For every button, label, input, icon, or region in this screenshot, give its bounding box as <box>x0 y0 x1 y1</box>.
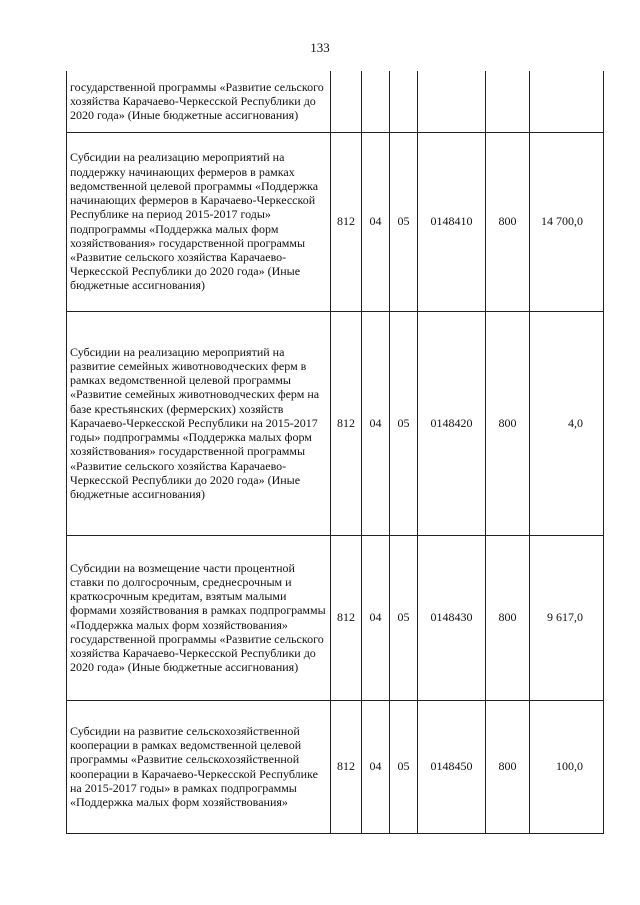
section-code-cell: 04 <box>362 535 390 700</box>
expense-type-cell <box>486 71 530 132</box>
amount-cell: 100,0 <box>530 700 604 833</box>
table-row <box>67 71 604 132</box>
subsection-code-cell: 05 <box>390 132 418 311</box>
expense-type-cell: 800 <box>486 132 530 311</box>
target-article-cell: 0148410 <box>418 132 486 311</box>
expense-type-cell: 800 <box>486 311 530 535</box>
expense-name-cell: государственной программы «Развитие сельского хозяйства Карачаево-Черкесской Республики до 2020 года» (Иные бюджетные ассигнования) <box>67 71 331 132</box>
subsection-code-cell: 05 <box>390 311 418 535</box>
subsection-code-cell: 05 <box>390 700 418 833</box>
ministry-code-cell: 812 <box>331 535 362 700</box>
table-row <box>67 535 604 700</box>
amount-cell: 4,0 <box>530 311 604 535</box>
target-article-cell <box>418 71 486 132</box>
section-code-cell <box>362 71 390 132</box>
expense-name-cell: Субсидии на реализацию мероприятий на развитие семейных животноводческих ферм в рамках ведомственной целевой программы «Развитие семейных животноводческих ферм на базе крестьянских (фермерских) хозяйств Карачаево-Черкесской Республики на 2015-2017 годы» подпрограммы «Поддержка малых форм хозяйствования» государственной программы «Развитие сельского хозяйства Карачаево-Черкесской Республики до 2020 года» (Иные бюджетные ассигнования) <box>67 311 331 535</box>
amount-cell <box>530 71 604 132</box>
ministry-code-cell: 812 <box>331 132 362 311</box>
target-article-cell: 0148430 <box>418 535 486 700</box>
amount-cell: 14 700,0 <box>530 132 604 311</box>
expense-name-cell: Субсидии на возмещение части процентной ставки по долгосрочным, среднесрочным и краткосрочным кредитам, взятым малыми формами хозяйствования в рамках подпрограммы «Поддержка малых форм хозяйствования» государственной программы «Развитие сельского хозяйства Карачаево-Черкесской Республики до 2020 года» (Иные бюджетные ассигнования) <box>67 535 331 700</box>
ministry-code-cell: 812 <box>331 700 362 833</box>
expense-name-cell: Субсидии на реализацию мероприятий на поддержку начинающих фермеров в рамках ведомственной целевой программы «Поддержка начинающих фермеров в Карачаево-Черкесской Республике на период 2015-2017 годы» подпрограммы «Поддержка малых форм хозяйствования» государственной программы «Развитие сельского хозяйства Карачаево-Черкесской Республики до 2020 года» (Иные бюджетные ассигнования) <box>67 132 331 311</box>
expense-name-cell: Субсидии на развитие сельскохозяйственной кооперации в рамках ведомственной целевой программы «Развитие сельскохозяйственной кооперации в Карачаево-Черкесской Республике на 2015-2017 годы» в рамках подпрограммы «Поддержка малых форм хозяйствования» <box>67 700 331 833</box>
expense-type-cell: 800 <box>486 535 530 700</box>
table-row <box>67 132 604 311</box>
table-row <box>67 311 604 535</box>
target-article-cell: 0148420 <box>418 311 486 535</box>
budget-table <box>66 71 604 834</box>
table-row <box>67 700 604 833</box>
expense-type-cell: 800 <box>486 700 530 833</box>
ministry-code-cell <box>331 71 362 132</box>
section-code-cell: 04 <box>362 311 390 535</box>
section-code-cell: 04 <box>362 700 390 833</box>
subsection-code-cell: 05 <box>390 535 418 700</box>
section-code-cell: 04 <box>362 132 390 311</box>
ministry-code-cell: 812 <box>331 311 362 535</box>
target-article-cell: 0148450 <box>418 700 486 833</box>
subsection-code-cell <box>390 71 418 132</box>
amount-cell: 9 617,0 <box>530 535 604 700</box>
page-number: 133 <box>310 40 330 55</box>
